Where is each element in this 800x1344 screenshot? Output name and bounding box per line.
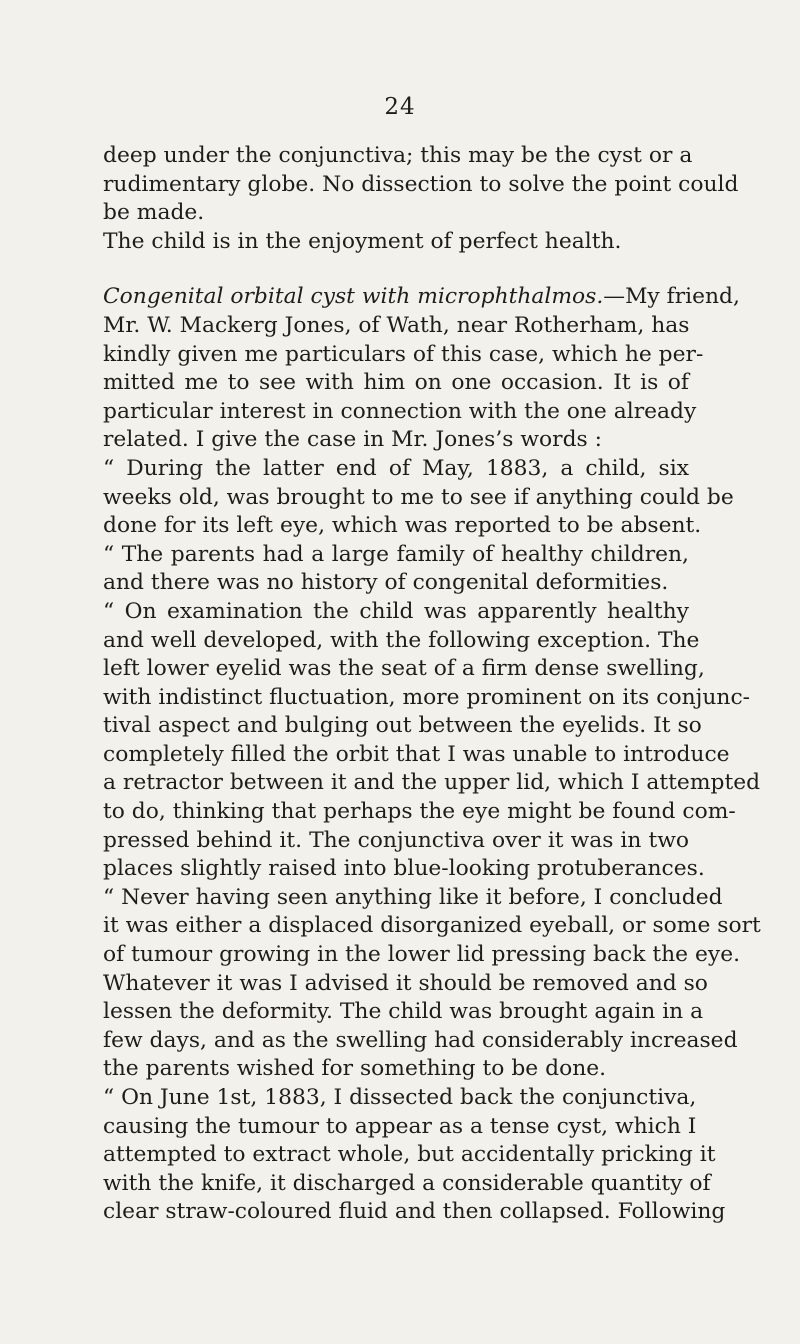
text-line: causing the tumour to appear as a tense cyst, which I	[103, 1113, 697, 1139]
text-line: kindly given me particulars of this case, which he per-	[103, 341, 704, 367]
text-line: “ During the latter end of May, 1883, a child, six	[103, 455, 689, 481]
paragraph	[103, 884, 761, 1084]
page-number: 24	[384, 94, 416, 120]
text-line: Whatever it was I advised it should be removed and so	[103, 970, 708, 996]
text-line: to do, thinking that perhaps the eye might be found com-	[103, 799, 736, 825]
text-line: done for its left eye, which was reported to be absent.	[103, 513, 702, 539]
text-line: completely filled the orbit that I was unable to introduce	[103, 741, 730, 767]
body-text	[103, 142, 761, 1227]
text-line: mitted me to see with him on one occasion. It is of	[103, 370, 689, 396]
text-line: “ On June 1st, 1883, I dissected back the conjunctiva,	[103, 1085, 697, 1110]
text-line: deep under the conjunctiva; this may be the cyst or a	[103, 143, 693, 168]
text-line: and well developed, with the following exception. The	[103, 627, 700, 653]
text-line: few days, and as the swelling had considerably increased	[103, 1027, 738, 1053]
text-line: weeks old, was brought to me to see if anything could be	[103, 484, 734, 510]
text-line: Mr. W. Mackerg Jones, of Wath, near Rotherham, has	[103, 312, 690, 338]
text-line: clear straw-coloured fluid and then collapsed. Following	[103, 1199, 726, 1225]
paragraph	[103, 228, 689, 257]
text-line: pressed behind it. The conjunctiva over it was in two	[103, 827, 689, 853]
text-line: places slightly raised into blue-looking protuberances.	[103, 856, 705, 882]
text-line: of tumour growing in the lower lid pressing back the eye.	[103, 942, 741, 968]
text-line: “ Never having seen anything like it before, I concluded	[103, 884, 723, 910]
text-line: with the knife, it discharged a considerable quantity of	[103, 1170, 711, 1196]
text-line: attempted to extract whole, but accidentally pricking it	[103, 1142, 716, 1168]
text-line: particular interest in connection with the one already	[103, 398, 697, 424]
text-line: The child is in the enjoyment of perfect health.	[103, 228, 622, 254]
paragraph	[103, 283, 740, 455]
text-line: “ The parents had a large family of healthy children,	[103, 541, 689, 567]
paragraph	[103, 142, 739, 228]
text-line: and there was no history of congenital deformities.	[103, 570, 669, 596]
text-fragment: —My friend,	[603, 284, 740, 310]
text-line: tival aspect and bulging out between the eyelids. It so	[103, 713, 702, 739]
text-line: with indistinct fluctuation, more prominent on its conjunc-	[103, 684, 751, 710]
text-line: lessen the deformity. The child was brought again in a	[103, 999, 704, 1025]
paragraph	[103, 1084, 726, 1227]
text-line: the parents wished for something to be done.	[103, 1056, 607, 1082]
paragraph	[103, 455, 734, 541]
text-line: left lower eyelid was the seat of a firm dense swelling,	[103, 656, 705, 682]
paragraph	[103, 598, 761, 884]
text-line	[103, 283, 740, 312]
section-heading: Congenital orbital cyst with microphthalmos.	[103, 284, 604, 310]
text-line: a retractor between it and the upper lid, which I attempted	[103, 770, 761, 796]
paragraph	[103, 541, 689, 598]
text-line: be made.	[103, 200, 205, 226]
text-line: rudimentary globe. No dissection to solve the point could	[103, 171, 739, 197]
text-line: related. I give the case in Mr. Jones’s words :	[103, 427, 602, 453]
text-line: it was either a displaced disorganized eyeball, or some sort	[103, 913, 761, 939]
text-line: “ On examination the child was apparently healthy	[103, 598, 689, 624]
section-gap	[103, 256, 689, 283]
